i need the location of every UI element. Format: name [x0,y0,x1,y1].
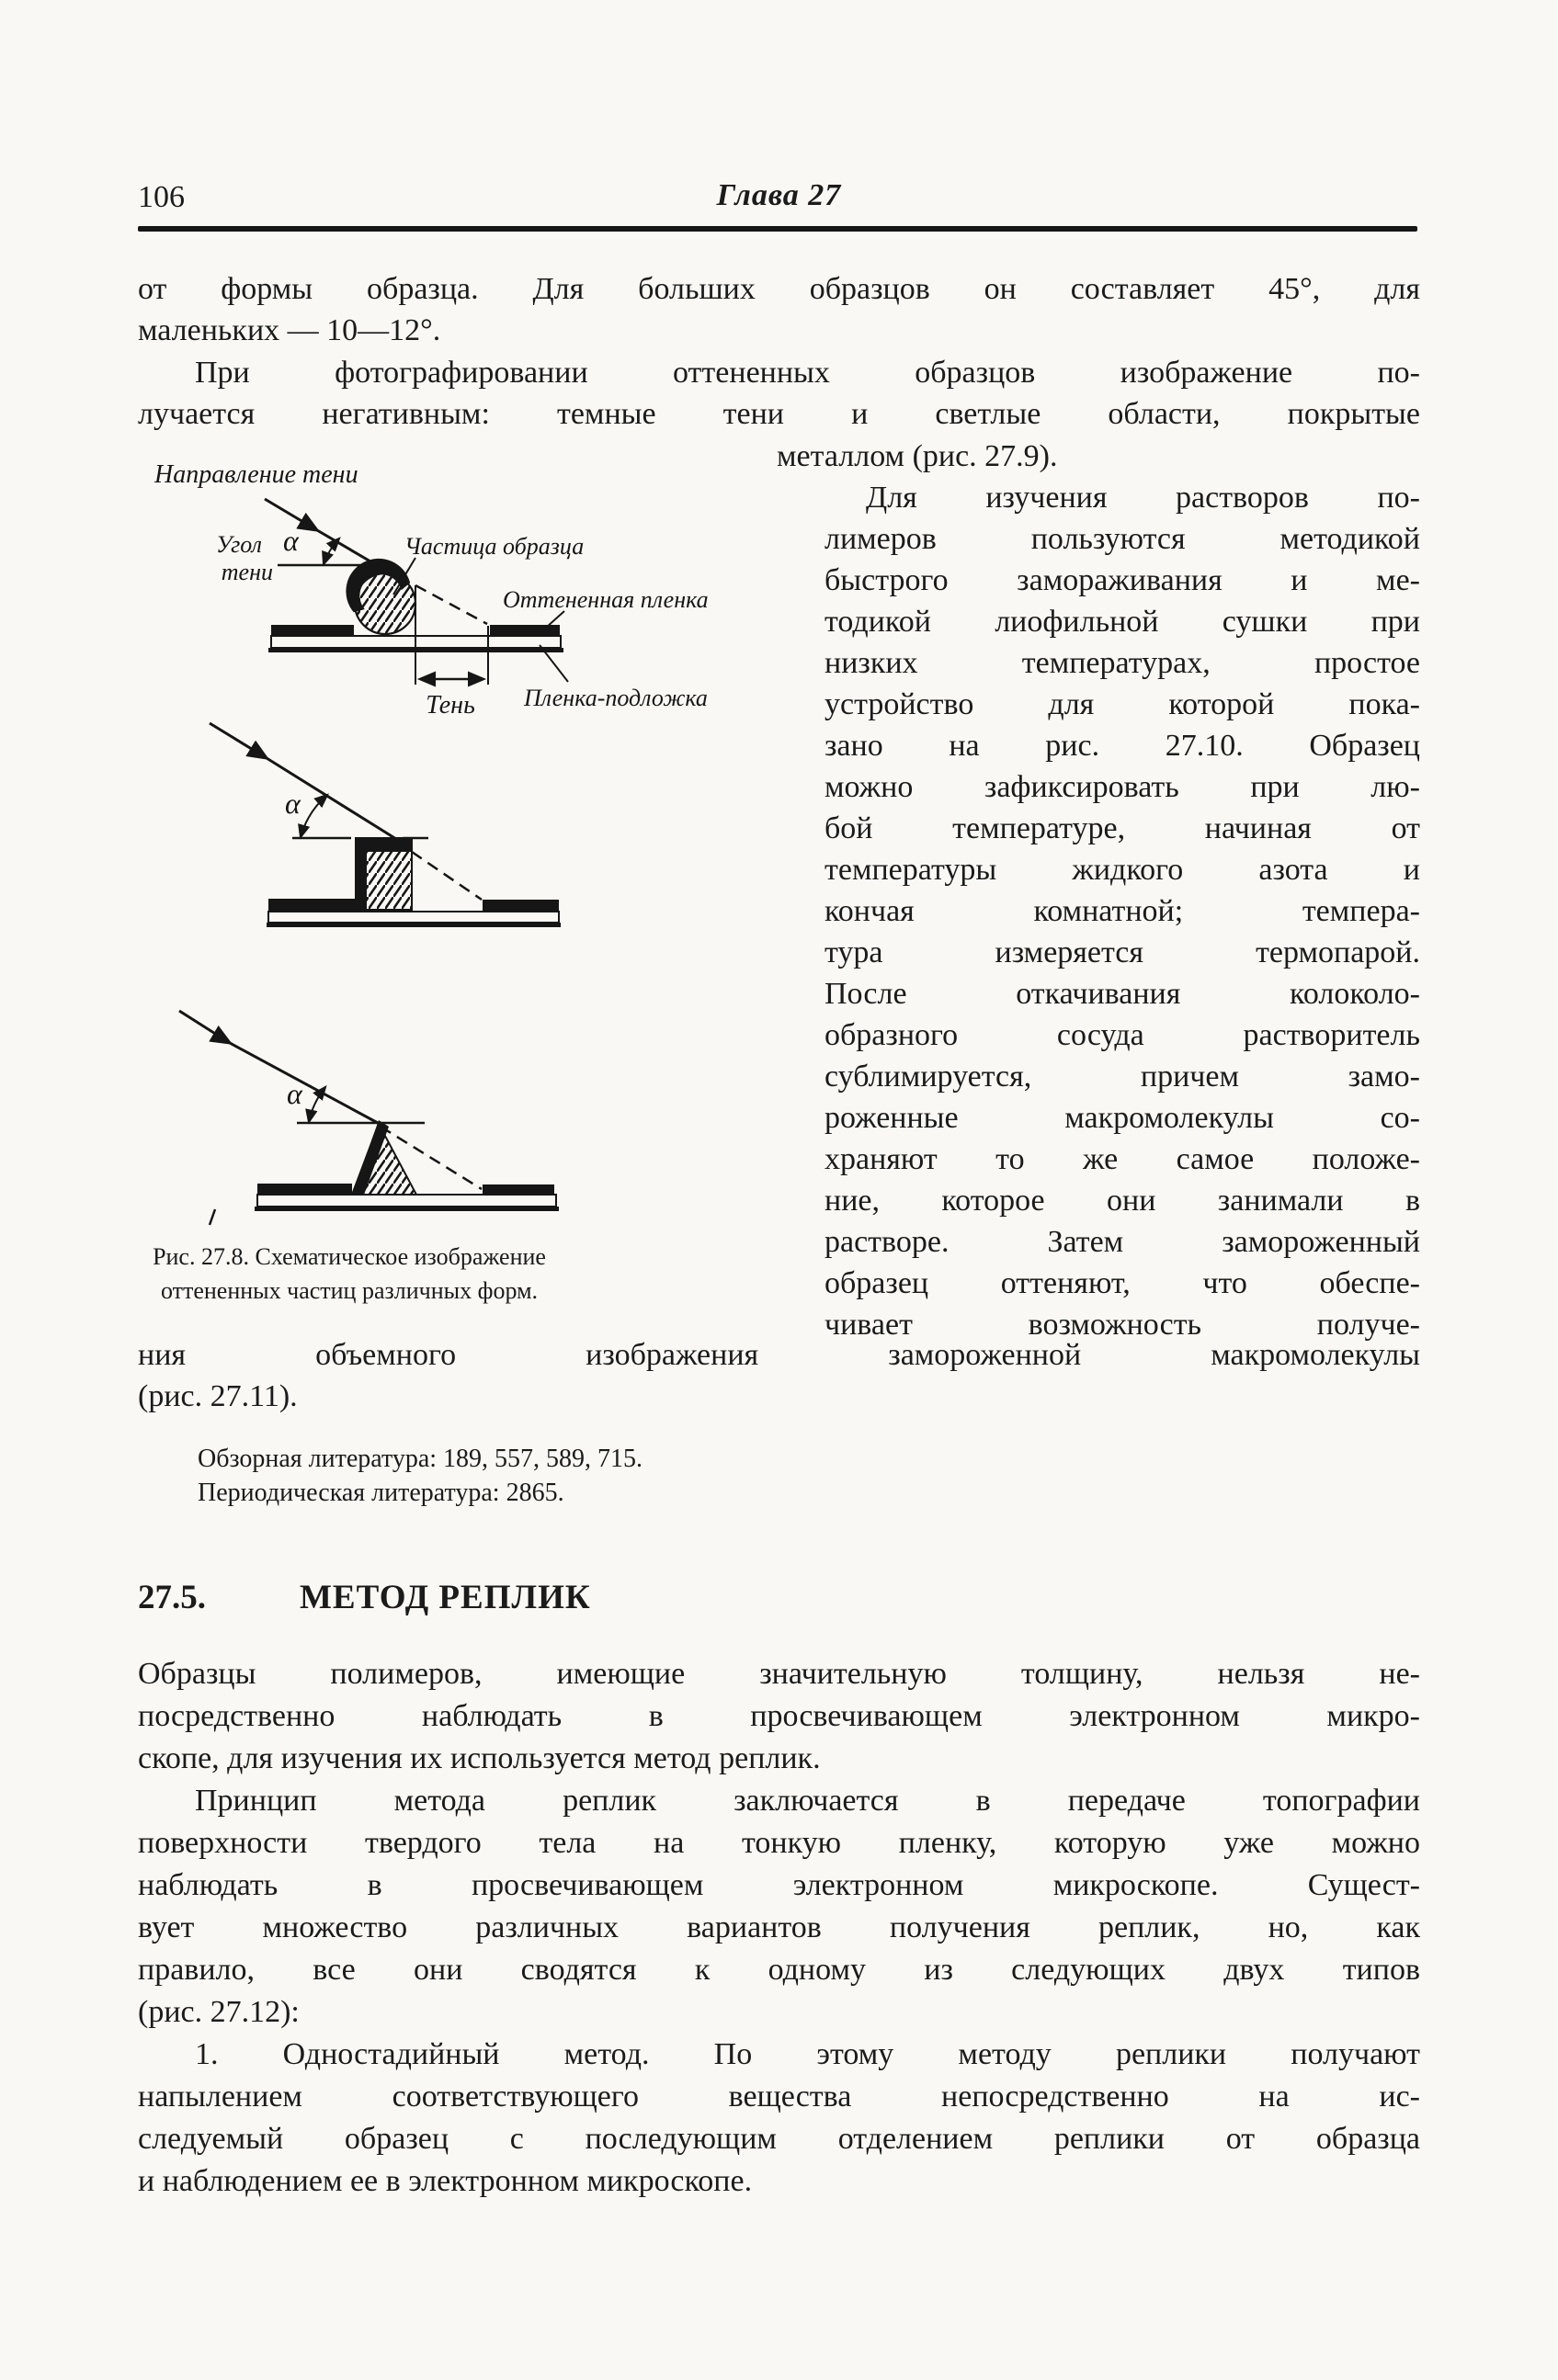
text-line: лучается негативным: темные тени и светлые области, покрытые [138,397,1420,431]
chapter-header: Глава 27 [716,178,842,212]
diagram-triangular-particle [179,1011,559,1225]
text-line: поверхности твердого тела на тонкую пленку, которую уже можно [138,1826,1420,1860]
text-line: После откачивания колоколо- [824,977,1420,1011]
diagram-round-particle [154,460,709,720]
section-title: МЕТОД РЕПЛИК [300,1579,591,1616]
shadow-edge-dashed [412,852,482,900]
text-line: чивает возможность получе- [824,1308,1420,1342]
continuation-paragraph [138,1334,1420,1417]
caption-line: Рис. 27.8. Схематическое изображение [153,1243,546,1270]
text-line: от формы образца. Для больших образцов он составляет 45°, для [138,272,1420,306]
shaded-film-left [268,899,356,912]
text-line: посредственно наблюдать в просвечивающем электронном микро- [138,1699,1420,1733]
alpha-symbol: α [283,524,299,557]
scan-tick-mark [210,1209,215,1225]
alpha-symbol: α [285,787,301,820]
label-shadow-angle-1: Угол [215,531,262,558]
text-line: низких температурах, простое [824,646,1420,680]
angle-arc [324,538,339,564]
text-line: Образцы полимеров, имеющие значительную толщину, нельзя не- [138,1657,1420,1691]
photo-paragraph [138,352,1420,435]
text-line: храняют то же самое положе- [824,1142,1420,1176]
text-line: растворе. Затем замороженный [824,1225,1420,1259]
text-line: быстрого замораживания и ме- [824,563,1420,597]
substrate-bottom-edge [267,923,561,927]
text-line: сублимируется, причем замо- [824,1060,1420,1094]
figure-27-8-diagram [129,455,809,1241]
text-line: (рис. 27.12): [138,1995,300,2029]
text-line: Для изучения растворов по- [866,481,1420,515]
text-line: ние, которое они занимали в [824,1184,1420,1218]
shadow-beam-arrow [179,1011,378,1123]
label-shaded-film: Оттененная пленка [503,586,709,613]
text-line: устройство для которой пока- [824,687,1420,721]
text-line: При фотографировании оттененных образцов изображение по- [195,356,1420,390]
text-line: наблюдать в просвечивающем электронном микроскопе. Сущест- [138,1868,1420,1902]
particle-rectangle [367,852,412,910]
metal-coating-left [356,838,367,910]
label-shadow: Тень [426,691,475,720]
right-column [777,436,1420,1345]
text-line: вует множество различных вариантов получения реплик, но, как [138,1910,1420,1944]
section-number: 27.5. [138,1579,206,1616]
text-line: 1. Одностадийный метод. По этому методу реплики получают [195,2037,1420,2071]
label-shadow-direction: Направление тени [154,460,358,489]
text-line: маленьких — 10—12°. [138,313,441,347]
text-line: (рис. 27.11). [138,1379,298,1413]
shaded-film-left [257,1184,352,1195]
text-line: тура измеряется термопарой. [824,935,1420,969]
replica-method-paragraphs [138,1653,1420,2203]
text-line: образного сосуда растворитель [824,1018,1420,1052]
substrate-bar [257,1195,556,1207]
angle-arc [301,795,327,837]
text-line: скопе, для изучения их используется метод реплик. [138,1741,821,1775]
label-shadow-angle-2: тени [221,559,273,585]
shadow-beam-arrow [210,723,411,848]
substrate-bar [268,912,559,923]
shaded-film-left [271,625,354,636]
text-line: роженные макромолекулы со- [824,1101,1420,1135]
shaded-film-right [490,625,560,636]
text-line: лимеров пользуются методикой [824,522,1420,556]
shadow-edge-dashed [415,585,487,624]
label-particle: Частица образца [404,533,585,560]
substrate-bottom-edge [255,1207,559,1211]
caption-line: оттененных частиц различных форм. [160,1277,539,1304]
header-rule [138,226,1417,232]
alpha-symbol: α [287,1077,302,1110]
text-line: Принцип метода реплик заключается в передаче топографии [195,1784,1420,1818]
text-line: напылением соответствующего вещества непосредственно на ис- [138,2080,1420,2114]
text-line: и наблюдением ее в электронном микроскопе. [138,2164,753,2198]
text-line: металлом (рис. 27.9). [777,439,1058,473]
literature-review: Обзорная литература: 189, 557, 589, 715. [198,1445,643,1473]
shaded-film-right [483,900,559,912]
page-number: 106 [138,180,185,214]
text-line: следуемый образец с последующим отделением реплики от образца [138,2122,1420,2156]
text-line: образец оттеняют, что обеспе- [824,1266,1420,1300]
text-line: ния объемного изображения замороженной макромолекулы [138,1338,1420,1372]
figure-caption [129,1240,570,1308]
text-line: правило, все они сводятся к одному из следующих двух типов [138,1953,1420,1987]
text-line: кончая комнатной; темпера- [824,894,1420,928]
literature-block [198,1442,643,1510]
section-heading [138,1578,591,1617]
text-line: зано на рис. 27.10. Образец [824,729,1420,763]
text-line: можно зафиксировать при лю- [824,770,1420,804]
text-line: бой температуре, начиная от [824,811,1420,845]
literature-periodical: Периодическая литература: 2865. [198,1479,564,1507]
text-line: температуры жидкого азота и [824,853,1420,887]
intro-paragraph [138,268,1420,351]
label-substrate-film: Пленка-подложка [524,685,708,711]
diagram-rectangular-particle [210,723,561,927]
text-line: тодикой лиофильной сушки при [824,605,1420,639]
